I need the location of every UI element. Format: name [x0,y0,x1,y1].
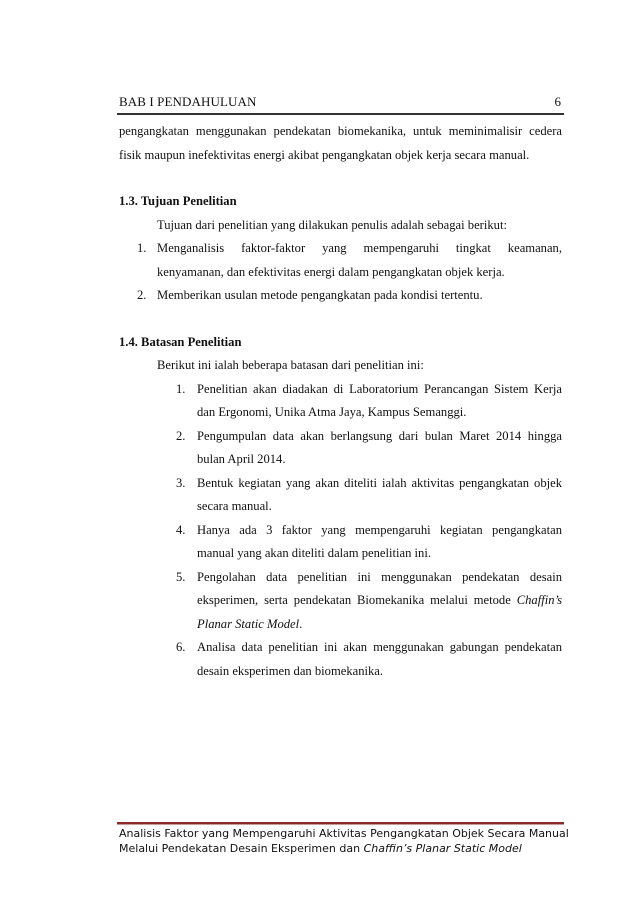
list-item [119,519,562,566]
method-name-italic: Planar Static Model [197,616,300,631]
list-item [119,284,562,308]
intro-paragraph [119,120,562,167]
list-marker: 1. [176,381,186,396]
list-marker: 2. [176,428,186,443]
section-heading-tujuan: 1.3. Tujuan Penelitian [119,194,237,208]
list-item [119,566,562,637]
list-item [119,425,562,472]
intro-line: fisik maupun inefektivitas energi akibat pengangkatan objek kerja secara manual. [119,147,530,162]
list-item-line: Pengolahan data penelitian ini menggunakan pendekatan desain [197,569,562,584]
list-marker: 5. [176,569,186,584]
list-item-line: Menganalisis faktor-faktor yang mempengaruhi tingkat keamanan, [157,241,562,255]
list-item-line: eksperimen, serta pendekatan Biomekanika melalui metode Chaffin’s [197,593,562,607]
section-lead-tujuan: Tujuan dari penelitian yang dilakukan penulis adalah sebagai berikut: [157,217,507,232]
list-item [119,378,562,425]
list-marker: 6. [176,640,186,654]
list-item [119,472,562,519]
section-lead-batasan: Berikut ini ialah beberapa batasan dari penelitian ini: [157,358,424,372]
list-item-line: manual yang akan diteliti dalam penelitian ini. [197,546,431,560]
list-item-line: desain eksperimen dan biomekanika. [197,663,384,678]
list-item-line: Analisa data penelitian ini akan menggunakan gabungan pendekatan [197,640,562,654]
page-number: 6 [554,94,561,109]
intro-line: pengangkatan menggunakan pendekatan biomekanika, untuk meminimalisir cedera [119,124,562,138]
list-item [119,237,562,284]
list-item-line: kenyamanan, dan efektivitas energi dalam pengangkatan objek kerja. [157,264,505,279]
limitations-list [119,378,562,684]
page-body [119,120,562,683]
list-item-line: Planar Static Model. [197,616,303,631]
chapter-title: BAB I PENDAHULUAN [119,94,257,109]
list-item-line: bulan April 2014. [197,452,286,466]
footer-line: Melalui Pendekatan Desain Eksperimen dan Chaffin’s Planar Static Model [119,842,522,855]
list-item-line: Pengumpulan data akan berlangsung dari bulan Maret 2014 hingga [197,428,562,443]
list-marker: 2. [137,288,147,302]
list-item-line: secara manual. [197,499,272,513]
list-item-line: Bentuk kegiatan yang akan diteliti ialah aktivitas pengangkatan objek [197,475,562,490]
footer-rule [117,822,564,824]
list-marker: 4. [176,522,186,537]
list-item-line: Memberikan usulan metode pengangkatan pada kondisi tertentu. [157,288,483,302]
list-item [119,636,562,683]
list-marker: 1. [137,241,147,255]
footer-line: Analisis Faktor yang Mempengaruhi Aktivitas Pengangkatan Objek Secara Manual [119,827,569,840]
list-item-line: Hanya ada 3 faktor yang mempengaruhi kegiatan pengangkatan [197,522,562,537]
footer-italic: Chaffin’s Planar Static Model [363,842,522,855]
header-rule [117,113,564,115]
list-item-line: Penelitian akan diadakan di Laboratorium Perancangan Sistem Kerja [197,381,562,396]
page-footer [119,826,569,856]
method-name-italic: Chaffin’s [516,593,562,607]
section-heading-batasan: 1.4. Batasan Penelitian [119,334,242,349]
list-marker: 3. [176,475,186,490]
list-item-line: dan Ergonomi, Unika Atma Jaya, Kampus Semanggi. [197,405,467,419]
objectives-list [119,237,562,308]
